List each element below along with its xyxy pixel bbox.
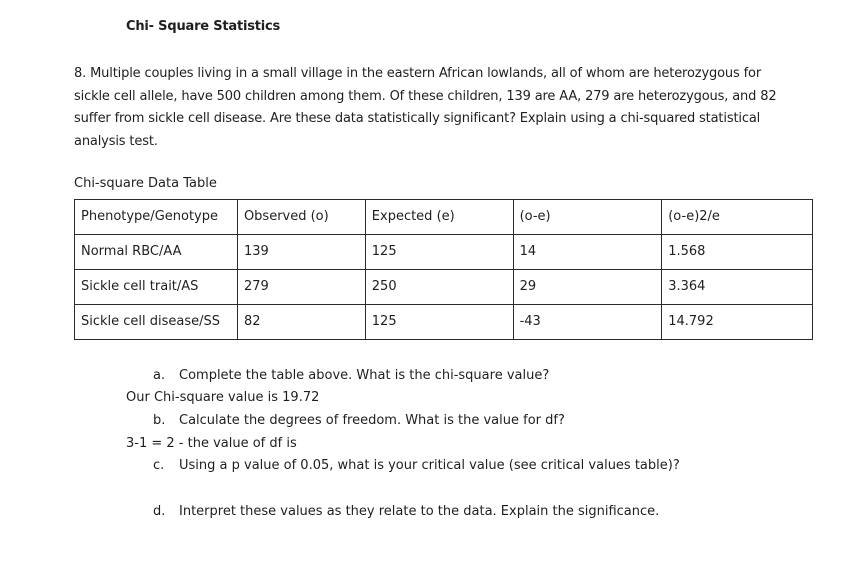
table-caption: Chi-square Data Table xyxy=(74,176,217,191)
header-cell: Expected (e) xyxy=(365,200,513,235)
table-cell: 14.792 xyxy=(662,305,813,340)
table-cell: Normal RBC/AA xyxy=(75,235,238,270)
table-header-row xyxy=(75,200,813,235)
chi-square-data-table xyxy=(74,199,813,340)
part-c-question xyxy=(153,458,680,473)
table-cell: 1.568 xyxy=(662,235,813,270)
header-cell: (o-e) xyxy=(513,200,662,235)
table-cell: -43 xyxy=(513,305,662,340)
part-a-text: Complete the table above. What is the chi-square value? xyxy=(179,368,550,383)
table-cell: 139 xyxy=(237,235,365,270)
page-title: Chi- Square Statistics xyxy=(126,19,281,34)
part-b-text: Calculate the degrees of freedom. What is the value for df? xyxy=(179,413,565,428)
table-cell: 29 xyxy=(513,270,662,305)
question-text: 8. Multiple couples living in a small village in the eastern African lowlands, all of whom are heterozygous for sickle cell allele, have 500 children among them. Of these children, 139 are AA, 279 are heterozygous, and 82 suffer from sickle cell disease. Are these data statistically significant? Explain using a chi-squared statistical analysis test. xyxy=(74,66,777,149)
part-d-letter: d. xyxy=(153,504,166,519)
part-a-answer: Our Chi-square value is 19.72 xyxy=(126,390,320,405)
table-cell: 82 xyxy=(237,305,365,340)
part-c-text: Using a p value of 0.05, what is your critical value (see critical values table)? xyxy=(179,458,680,473)
table-row xyxy=(75,235,813,270)
part-b-letter: b. xyxy=(153,413,166,428)
header-cell: Observed (o) xyxy=(237,200,365,235)
table-cell: 279 xyxy=(237,270,365,305)
table-cell: 3.364 xyxy=(662,270,813,305)
part-d-question xyxy=(153,504,659,519)
table-row xyxy=(75,270,813,305)
table-row xyxy=(75,305,813,340)
table-cell: Sickle cell disease/SS xyxy=(75,305,238,340)
part-a-letter: a. xyxy=(153,368,166,383)
table-cell: Sickle cell trait/AS xyxy=(75,270,238,305)
header-cell: Phenotype/Genotype xyxy=(75,200,238,235)
part-b-answer: 3-1 = 2 - the value of df is xyxy=(126,436,297,451)
part-a-question xyxy=(153,368,549,383)
table-cell: 125 xyxy=(365,235,513,270)
part-c-letter: c. xyxy=(153,458,165,473)
table-cell: 125 xyxy=(365,305,513,340)
table-cell: 14 xyxy=(513,235,662,270)
table-cell: 250 xyxy=(365,270,513,305)
header-cell: (o-e)2/e xyxy=(662,200,813,235)
part-b-question xyxy=(153,413,565,428)
part-d-text: Interpret these values as they relate to the data. Explain the significance. xyxy=(179,504,660,519)
